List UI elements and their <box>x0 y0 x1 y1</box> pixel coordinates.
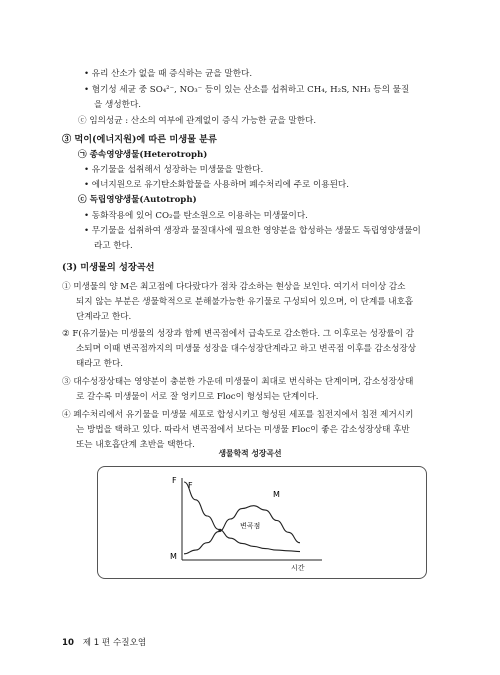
text-line: • 동화작용에 있어 CO₂를 탄소원으로 이용하는 미생물이다. <box>84 211 308 221</box>
page-number: 10 <box>62 638 74 648</box>
text-line: 로 갈수록 미생물이 서로 잘 엉키므로 Floc이 형성되는 단계이다. <box>76 392 319 402</box>
text-line: 라고 한다. <box>94 241 133 251</box>
series-m-label: M <box>273 490 280 499</box>
chart-title: 생물학적 성장곡선 <box>218 449 282 458</box>
text-line: • 유리 산소가 없을 때 증식하는 균을 말한다. <box>84 69 253 79</box>
footer-section: 제 1 편 수질오염 <box>82 638 147 648</box>
series-f-line <box>184 482 300 552</box>
inflection-point <box>218 529 221 532</box>
text-line: 소되며 이때 변곡점까지의 미생물 성장을 대수성장단계라고 하고 변곡점 이후를 감소성장상 <box>76 344 417 354</box>
text-line: • 유기물을 섭취해서 성장하는 미생물을 말한다. <box>84 165 264 175</box>
y-axis-label-top: F <box>172 476 177 485</box>
text-line: ⓒ 임의성균 : 산소의 여부에 관계없이 증식 가능한 균을 말한다. <box>78 116 317 126</box>
subsection-heading: ㉠ 종속영양생물(Heterotroph) <box>78 150 208 160</box>
page-footer <box>62 636 146 648</box>
section-heading: (3) 미생물의 성장곡선 <box>62 262 155 273</box>
x-axis-label: 시간 <box>291 564 305 572</box>
y-axis-label-bottom: M <box>170 552 177 561</box>
text-line: 을 생성한다. <box>94 100 141 110</box>
text-line: ① 미생물의 양 M은 최고점에 다다랐다가 점차 감소하는 현상을 보인다. 여기서 더이상 감소 <box>62 282 406 292</box>
series-f-label: F <box>188 481 193 490</box>
subsection-heading: ⓒ 독립영양생물(Autotroph) <box>78 195 197 205</box>
text-line: 는 방법을 택하고 있다. 따라서 변곡점에서 보다는 미생물 Floc이 좋은 감소성장상태 후반 <box>76 425 410 435</box>
inflection-label: 변곡점 <box>240 522 261 530</box>
text-line: 되지 않는 부분은 생물학적으로 분해불가능한 유기물로 구성되어 있으며, 이 단계를 내호흡 <box>76 297 414 307</box>
text-line: ③ 대수성장상태는 영양분이 충분한 가운데 미생물이 최대로 번식하는 단계이며, 감소성장상태 <box>62 377 414 387</box>
subsection-heading: ③ 먹이(에너지원)에 따른 미생물 분류 <box>62 134 217 145</box>
text-line: 단계라고 한다. <box>76 312 132 322</box>
text-line: ② F(유기물)는 미생물의 성장과 함께 변곡점에서 급속도로 감소한다. 그 이후로는 성장률이 감 <box>62 329 415 339</box>
text-line: • 혐기성 세균 중 SO₄²⁻, NO₃⁻ 등이 있는 산소를 섭취하고 CH₄, H₂S, NH₃ 등의 물질 <box>84 85 410 95</box>
text-line: ④ 폐수처리에서 유기물을 미생물 세포로 합성시키고 형성된 세포를 침전지에서 침전 제거시키 <box>62 410 414 420</box>
text-line: • 에너지원으로 유기탄소화합물을 사용하며 폐수처리에 주로 이용된다. <box>84 180 349 190</box>
text-line: 태라고 한다. <box>76 359 123 369</box>
text-line: • 무기물을 섭취하여 생장과 물질대사에 필요한 영양분을 합성하는 생물도 독립영양생물이 <box>84 226 421 236</box>
text-line: 또는 내호흡단계 초반을 택한다. <box>76 440 195 450</box>
